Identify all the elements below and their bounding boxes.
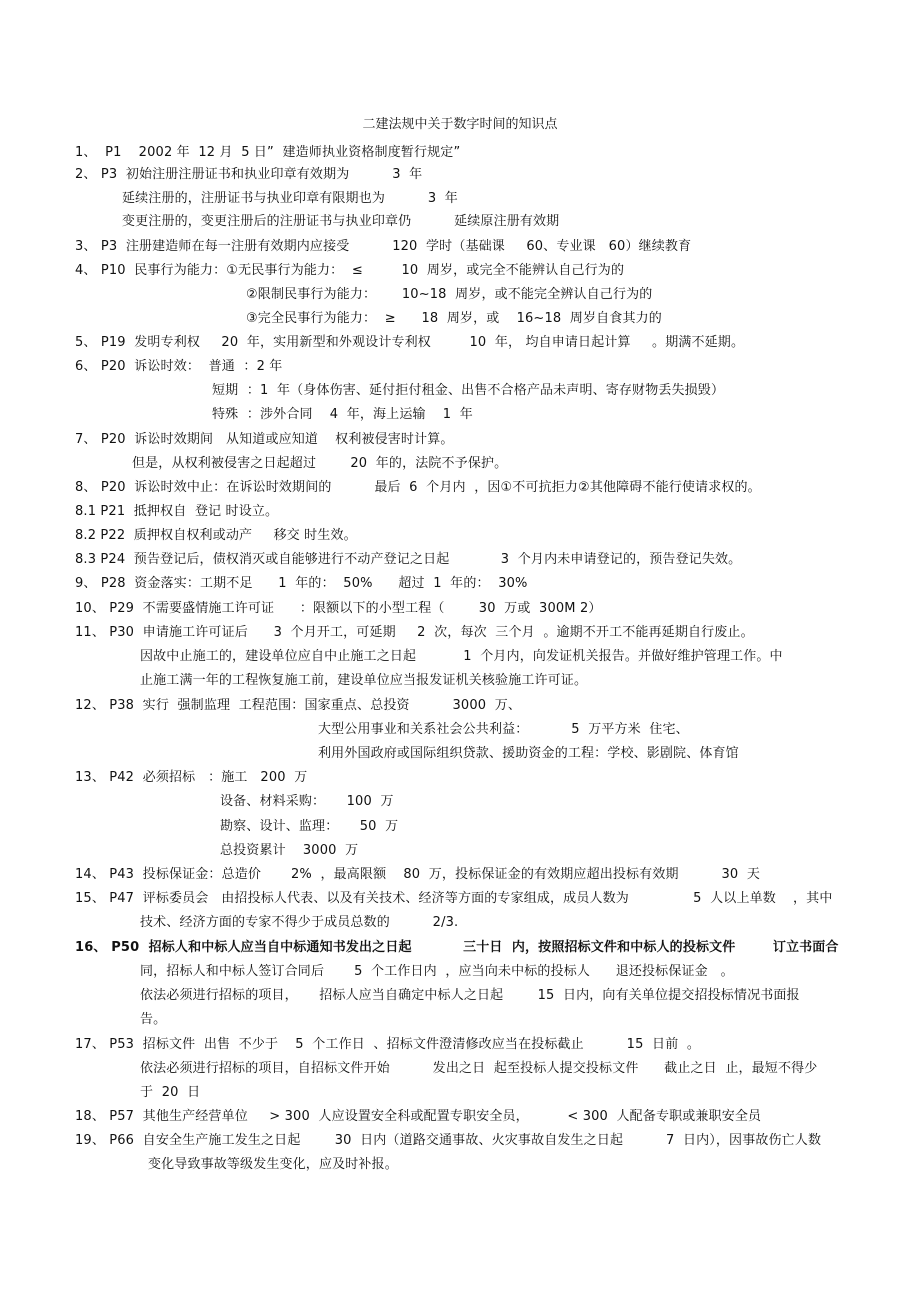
line-2: 2、 P3 初始注册注册证书和执业印章有效期为 3 年 [75,167,423,182]
line-8-1: 8.1 P21 抵押权自 登记 时设立。 [75,504,279,519]
line-16-b: 依法必须进行招标的项目， 招标人应当自确定中标人之日起 15 日内，向有关单位提交招投标情况书面报 [140,988,800,1003]
line-4: 4、 P10 民事行为能力：①无民事行为能力： ≤ 10 周岁，或完全不能辨认自己行为的 [75,263,625,278]
line-17-a: 依法必须进行招标的项目，自招标文件开始 发出之日 起至投标人提交投标文件 截止之日 止，最短不得少 [140,1061,818,1076]
line-13-c: 总投资累计 3000 万 [220,843,359,858]
line-17: 17、 P53 招标文件 出售 不少于 5 个工作日 、招标文件澄清修改应当在投标截止 15 日前 。 [75,1037,701,1052]
line-15-a: 技术、经济方面的专家不得少于成员总数的 2/3. [140,915,459,930]
line-9: 9、 P28 资金落实：工期不足 1 年的： 50% 超过 1 年的： 30% [75,576,528,591]
line-11: 11、 P30 申请施工许可证后 3 个月开工，可延期 2 次，每次 三个月 。逾期不开工不能再延期自行废止。 [75,625,754,640]
line-4-b: ③完全民事行为能力： ≥ 18 周岁，或 16~18 周岁自食其力的 [246,311,662,326]
document-title: 二建法规中关于数字时间的知识点 [362,117,558,132]
line-4-a: ②限制民事行为能力： 10~18 周岁，或不能完全辨认自己行为的 [246,287,653,302]
line-2-a: 延续注册的，注册证书与执业印章有限期也为 3 年 [122,191,458,206]
line-7: 7、 P20 诉讼时效期间 从知道或应知道 权利被侵害时计算。 [75,432,454,447]
line-16: 16、 P50 招标人和中标人应当自中标通知书发出之日起 三十日 内，按照招标文件和中标人的投标文件 订立书面合 [75,940,839,955]
line-8: 8、 P20 诉讼时效中止：在诉讼时效期间的 最后 6 个月内 ，因①不可抗拒力②其他障碍不能行使请求权的。 [75,480,761,495]
line-17-b: 于 20 日 [140,1085,201,1100]
line-13-a: 设备、材料采购： 100 万 [220,794,394,809]
line-6: 6、 P20 诉讼时效： 普通 ：2 年 [75,359,283,374]
line-19-a: 变化导致事故等级发生变化，应及时补报。 [148,1157,398,1172]
line-15: 15、 P47 评标委员会 由招投标人代表、以及有关技术、经济等方面的专家组成，成员人数为 5 人以上单数 ，其中 [75,891,833,906]
line-6-a: 短期 ：1 年（身体伤害、延付拒付租金、出售不合格产品未声明、寄存财物丢失损毁） [212,383,725,398]
line-16-c: 告。 [140,1012,167,1027]
line-3: 3、 P3 注册建造师在每一注册有效期内应接受 120 学时（基础课 60、专业课 60）继续教育 [75,239,692,254]
line-13-b: 勘察、设计、监理： 50 万 [220,819,399,834]
line-10: 10、 P29 不需要盛情施工许可证 ：限额以下的小型工程（ 30 万或 300M 2） [75,601,602,616]
line-16-a: 同，招标人和中标人签订合同后 5 个工作日内 ，应当向未中标的投标人 退还投标保证金 。 [140,964,734,979]
line-11-a: 因故中止施工的，建设单位应自中止施工之日起 1 个月内，向发证机关报告。并做好维护管理工作。中 [140,649,783,664]
line-12-b: 利用外国政府或国际组织贷款、援助资金的工程：学校、影剧院、体育馆 [318,746,739,761]
line-2-b: 变更注册的，变更注册后的注册证书与执业印章仍 延续原注册有效期 [122,214,560,229]
line-7-a: 但是，从权利被侵害之日起超过 20 年的，法院不予保护。 [132,456,508,471]
line-1: 1、 P1 2002 年 12 月 5 日” 建造师执业资格制度暂行规定” [75,145,461,160]
line-12: 12、 P38 实行 强制监理 工程范围：国家重点、总投资 3000 万、 [75,698,522,713]
line-5: 5、 P19 发明专利权 20 年，实用新型和外观设计专利权 10 年， 均自申请日起计算 。期满不延期。 [75,335,745,350]
line-13: 13、 P42 必须招标 ：施工 200 万 [75,770,308,785]
line-19: 19、 P66 自安全生产施工发生之日起 30 日内（道路交通事故、火灾事故自发生之日起 7 日内），因事故伤亡人数 [75,1133,822,1148]
line-12-a: 大型公用事业和关系社会公共利益： 5 万平方米 住宅、 [318,722,689,737]
line-8-3: 8.3 P24 预告登记后，债权消灭或自能够进行不动产登记之日起 3 个月内未申请登记的，预告登记失效。 [75,552,742,567]
line-18: 18、 P57 其他生产经营单位 > 300 人应设置安全科或配置专职安全员， < 300 人配备专职或兼职安全员 [75,1109,762,1124]
line-6-b: 特殊 ：涉外合同 4 年，海上运输 1 年 [212,407,473,422]
line-11-b: 止施工满一年的工程恢复施工前，建设单位应当报发证机关核验施工许可证。 [140,673,588,688]
line-14: 14、 P43 投标保证金：总造价 2% ，最高限额 80 万，投标保证金的有效期应超出投标有效期 30 天 [75,867,761,882]
line-8-2: 8.2 P22 质押权自权利或动产 移交 时生效。 [75,528,357,543]
